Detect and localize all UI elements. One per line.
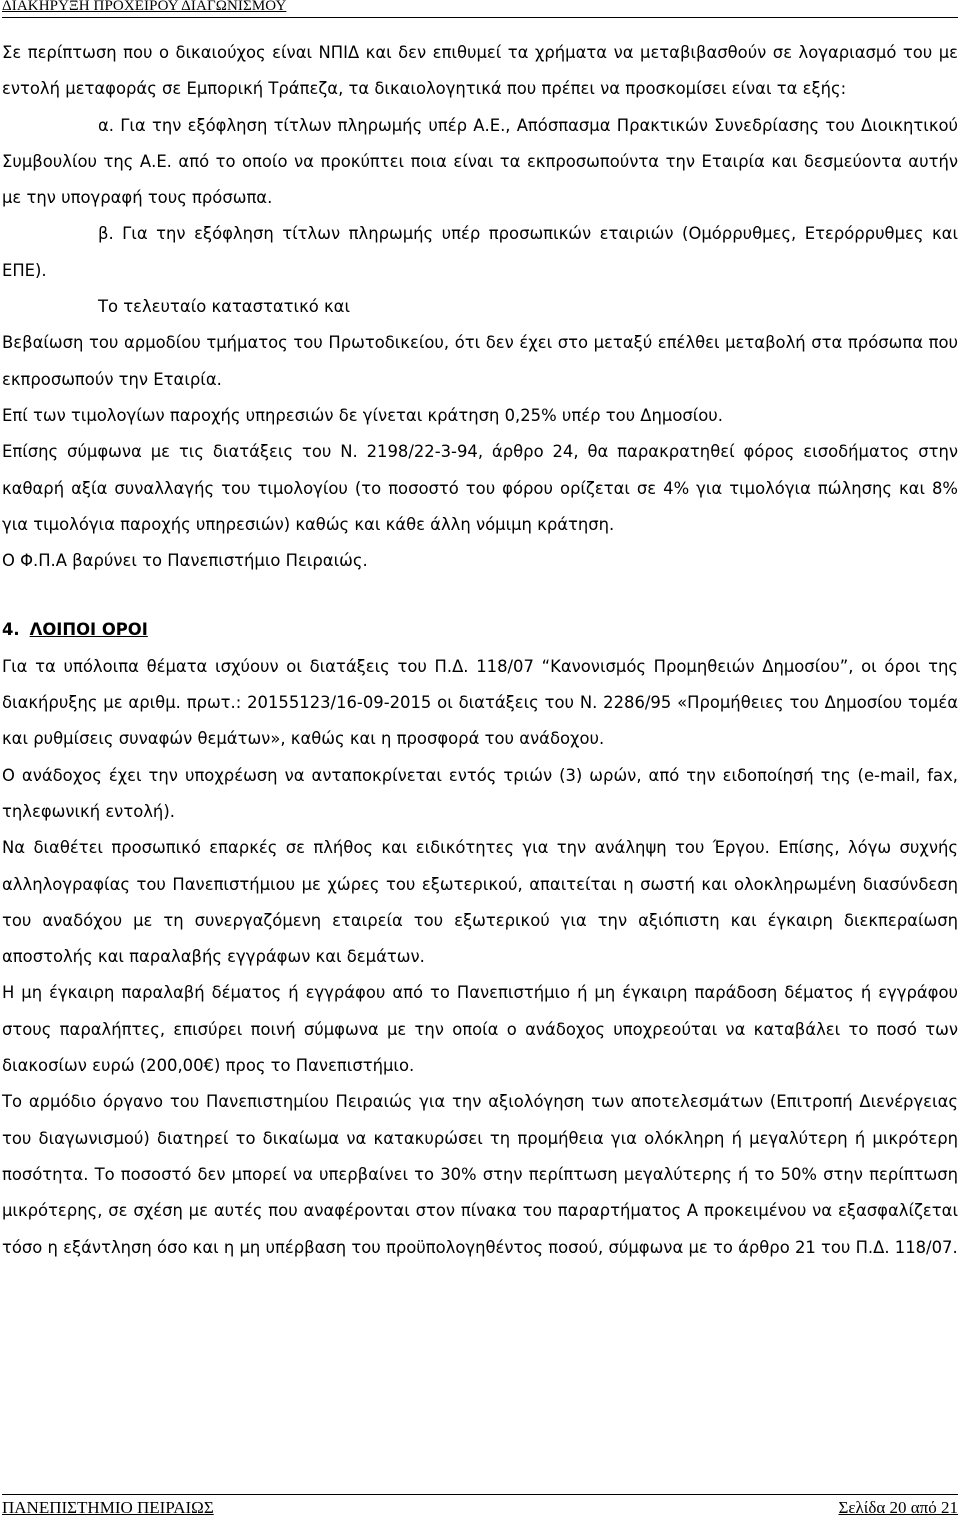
page-header [2, 0, 958, 18]
document-title: ΔΙΑΚΗΡΥΞΗ ΠΡΟΧΕΙΡΟΥ ΔΙΑΓΩΝΙΣΜΟΥ [2, 0, 287, 14]
document-body [2, 35, 958, 1266]
section-spacer [2, 579, 958, 612]
section-paragraph-4: Η μη έγκαιρη παραλαβή δέματος ή εγγράφου από το Πανεπιστήμιο ή μη έγκαιρη παράδοση δέματος ή εγγράφου στους παραλήπτες, επισύρει ποινή σύμφωνα με την οποία ο ανάδοχος υποχρεούται να καταβάλει το ποσό των διακοσίων ευρώ (200,00€) προς το Πανεπιστήμιο. [2, 983, 958, 1076]
section-paragraph-3: Να διαθέτει προσωπικό επαρκές σε πλήθος και ειδικότητες για την ανάληψη του Έργου. Επίσης, λόγω συχνής αλληλογραφίας του Πανεπιστήμιου με χώρες του εξωτερικού, απαιτείται η σωστή και ολοκληρωμένη διασύνδεση του αναδόχου με τη συνεργαζόμενη εταιρεία του εξωτερικού για την αξιόπιστη και έγκαιρη διεκπεραίωση αποστολής και παραλαβής εγγράφων και δεμάτων. [2, 838, 958, 967]
item-a-paragraph: α. Για την εξόφληση τίτλων πληρωμής υπέρ Α.Ε., Απόσπασμα Πρακτικών Συνεδρίασης του Διοικητικού Συμβουλίου της Α.Ε. από το οποίο να προκύπτει ποια είναι τα εκπροσωπούντα την Εταιρία και δεσμεύοντα αυτήν με την υπογραφή τους πρόσωπα. [2, 115, 958, 208]
page-footer [2, 1494, 958, 1517]
certificate-paragraph: Βεβαίωση του αρμοδίου τμήματος του Πρωτοδικείου, ότι δεν έχει στο μεταξύ επέλθει μεταβολή στα πρόσωπα που εκπροσωπούν την Εταιρία. [2, 333, 958, 389]
section-paragraph-1: Για τα υπόλοιπα θέματα ισχύουν οι διατάξεις του Π.Δ. 118/07 “Κανονισμός Προμηθειών Δημοσίου”, οι όροι της διακήρυξης με αριθμ. πρωτ.: 20155123/16-09-2015 οι διατάξεις του Ν. 2286/95 «Προμήθειες του Δημοσίου τομέα και ρυθμίσεις συναφών θεμάτων», καθώς και η προσφορά του ανάδοχου. [2, 656, 958, 749]
deduction-paragraph: Επί των τιμολογίων παροχής υπηρεσιών δε γίνεται κράτηση 0,25% υπέρ του Δημοσίου. [2, 405, 724, 425]
section-heading [2, 612, 958, 648]
intro-paragraph: Σε περίπτωση που ο δικαιούχος είναι ΝΠΙΔ και δεν επιθυμεί τα χρήματα να μεταβιβασθούν σε λογαριασμό του με εντολή μεταφοράς σε Εμπορική Τράπεζα, τα δικαιολογητικά που πρέπει να προσκομίσει είναι τα εξής: [2, 43, 958, 99]
tax-paragraph: Επίσης σύμφωνα με τις διατάξεις του Ν. 2198/22-3-94, άρθρο 24, θα παρακρατηθεί φόρος εισοδήματος στην καθαρή αξία συναλλαγής του τιμολογίου (το ποσοστό του φόρου ορίζεται σε 4% για τιμολόγια πώλησης και 8% για τιμολόγια παροχής υπηρεσιών) καθώς και κάθε άλλη νόμιμη κράτηση. [2, 442, 958, 534]
item-b-paragraph: β. Για την εξόφληση τίτλων πληρωμής υπέρ προσωπικών εταιριών (Ομόρρυθμες, Ετερόρρυθμες και ΕΠΕ). [2, 224, 958, 280]
last-statute-paragraph: Το τελευταίο καταστατικό και [98, 297, 350, 317]
section-number: 4. [2, 620, 20, 640]
footer-institution: ΠΑΝΕΠΙΣΤΗΜΙΟ ΠΕΙΡΑΙΩΣ [2, 1498, 214, 1517]
section-paragraph-5: Το αρμόδιο όργανο του Πανεπιστημίου Πειραιώς για την αξιολόγηση των αποτελεσμάτων (Επιτροπή Διενέργειας του διαγωνισμού) διατηρεί το δικαίωμα να κατακυρώσει τη προμήθεια για ολόκληρη ή μεγαλύτερη ή μικρότερη ποσότητα. Το ποσοστό δεν μπορεί να υπερβαίνει το 30% στην περίπτωση μεγαλύτερης ή το 50% στην περίπτωση μικρότερης, σε σχέση με αυτές που αναφέρονται στον πίνακα του παραρτήματος Α προκειμένου να εξασφαλίζεται τόσο η εξάντληση όσο και η μη υπέρβαση του προϋπολογηθέντος ποσού, σύμφωνα με το άρθρο 21 του Π.Δ. 118/07. [2, 1092, 958, 1257]
vat-paragraph: Ο Φ.Π.Α βαρύνει το Πανεπιστήμιο Πειραιώς. [2, 551, 368, 571]
section-title: ΛΟΙΠΟΙ ΟΡΟΙ [29, 620, 148, 640]
section-paragraph-2: Ο ανάδοχος έχει την υποχρέωση να ανταποκρίνεται εντός τριών (3) ωρών, από την ειδοποίησή της (e-mail, fax, τηλεφωνική εντολή). [2, 765, 958, 821]
footer-page-number: Σελίδα 20 από 21 [838, 1498, 958, 1517]
